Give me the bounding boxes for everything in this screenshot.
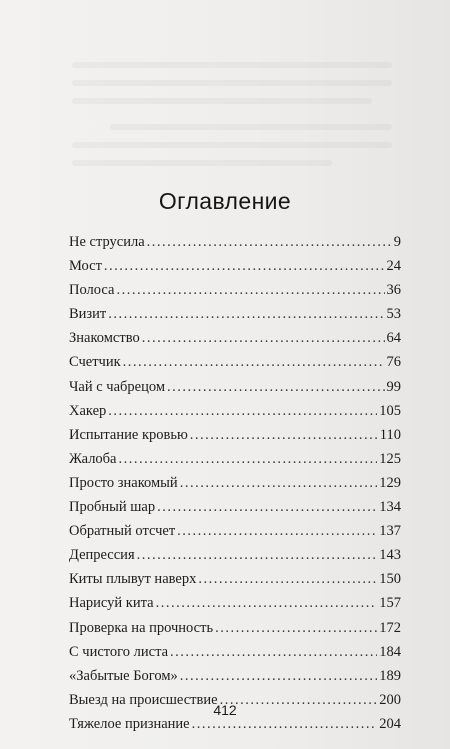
toc-entry [69,543,401,567]
toc-entry-title: «Забытые Богом» [69,667,178,684]
toc-entry-title: Обратный отсчет [69,523,176,540]
toc-entry-title: Выезд на происшествие [69,691,218,708]
toc-leader-dots [180,664,377,688]
toc-entry [69,447,401,471]
toc-entry [69,495,401,519]
toc-entry-title: Нарисуй кита [69,595,154,612]
toc-entry [69,230,401,254]
toc-entry-title: Полоса [69,282,115,299]
toc-entry-page: 134 [379,499,401,516]
toc-entry [69,326,401,350]
toc-entry-page: 53 [386,306,401,323]
bleed-through-line [72,142,392,148]
toc-entry-page: 204 [379,715,401,732]
toc-entry [69,664,401,688]
toc-entry-page: 157 [379,595,401,612]
toc-entry-title: Чай с чабрецом [69,378,166,395]
toc-entry-title: Хакер [69,402,107,419]
toc-entry [69,375,401,399]
toc-heading: Оглавление [158,188,292,214]
toc-leader-dots [157,495,377,519]
toc-entry-title: Просто знакомый [69,474,178,491]
toc-entry-title: Жалоба [69,450,117,467]
toc-entry [69,423,401,447]
toc-entry-title: Мост [69,258,102,275]
toc-entry-page: 129 [379,474,401,491]
toc-entry [69,616,401,640]
toc-entry-title: Депрессия [69,547,135,564]
toc-entry-page: 9 [393,234,401,250]
toc-entry-title: Знакомство [69,330,140,347]
toc-entry-page: 150 [379,571,401,588]
toc-entry-page: 36 [386,282,401,299]
toc-entry-page: 189 [379,667,401,684]
toc-entry-title: Проверка на прочность [69,619,214,636]
toc-entry-title: Киты плывут наверх [69,571,197,588]
bleed-through-line [72,98,372,104]
toc-leader-dots [142,326,385,350]
table-of-contents [69,230,401,736]
toc-entry-page: 184 [379,643,401,660]
toc-leader-dots [177,519,377,543]
toc-leader-dots [108,399,377,423]
bleed-through-line [110,124,392,130]
toc-entry-page: 172 [379,619,401,636]
toc-leader-dots [104,254,385,278]
toc-entry-page: 200 [379,691,401,708]
toc-entry [69,567,401,591]
toc-entry-page: 24 [386,258,401,275]
toc-entry-title: С чистого листа [69,643,169,660]
toc-entry [69,278,401,302]
bleed-through-line [72,80,392,86]
toc-entry [69,519,401,543]
toc-leader-dots [170,640,377,664]
toc-entry-title: Пробный шар [69,499,156,516]
toc-leader-dots [190,423,378,447]
toc-entry [69,399,401,423]
toc-entry [69,471,401,495]
toc-leader-dots [156,591,378,615]
toc-entry-page: 99 [386,378,401,395]
toc-entry-page: 137 [379,523,401,540]
page-number: 412 [213,702,237,718]
toc-entry [69,302,401,326]
bleed-through-line [72,160,332,166]
toc-entry-title: Счетчик [69,354,121,371]
toc-leader-dots [137,543,378,567]
toc-leader-dots [108,302,384,326]
toc-entry-page: 64 [386,330,401,347]
bleed-through-line [72,62,392,68]
toc-leader-dots [198,567,377,591]
toc-leader-dots [180,471,378,495]
toc-entry-page: 105 [379,402,401,419]
toc-entry-page: 143 [379,547,401,564]
toc-leader-dots [116,278,384,302]
toc-entry [69,350,401,374]
toc-leader-dots [119,447,378,471]
toc-entry-title: Не струсила [69,234,145,250]
toc-entry [69,254,401,278]
toc-entry-page: 110 [379,426,401,443]
toc-entry-title: Испытание кровью [69,426,188,443]
toc-entry [69,591,401,615]
toc-leader-dots [167,375,384,399]
toc-entry-page: 76 [386,354,401,371]
toc-entry-title: Тяжелое признание [69,715,190,732]
toc-leader-dots [147,230,392,254]
toc-entry-title: Визит [69,306,107,323]
toc-leader-dots [123,350,385,374]
toc-entry-page: 125 [379,450,401,467]
toc-leader-dots [215,616,377,640]
toc-entry [69,640,401,664]
